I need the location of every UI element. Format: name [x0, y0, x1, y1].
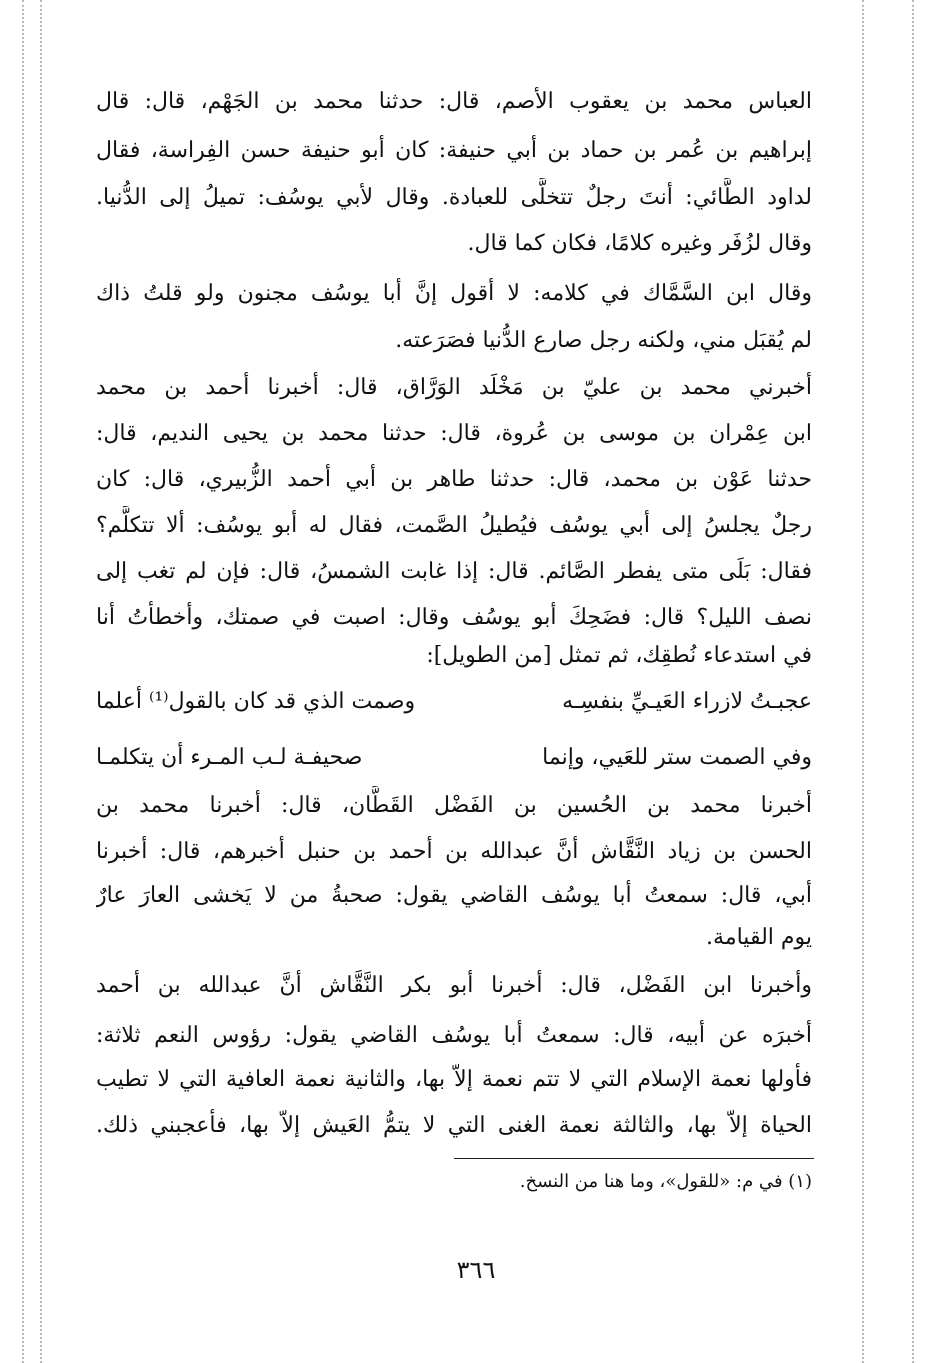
text-line: أخبرَه عن أبيه، قال: سمعتُ أبا يوسُف القاضي يقول: رؤوس النعم ثلاثة: [96, 1023, 812, 1048]
scan-edge-dots [40, 0, 42, 1363]
footnote-separator [454, 1158, 814, 1159]
text-line: وقال ابن السَّمَّاك في كلامه: لا أقول إنَّ أبا يوسُف مجنون ولو قلتُ ذاك [96, 281, 812, 306]
text-line: الحسن بن زياد النَّقَّاش أنَّ عبدالله بن أحمد بن حنبل أخبرهم، قال: أخبرنا [96, 839, 812, 864]
text-line: نصف الليل؟ قال: فضَحِكَ أبو يوسُف وقال: اصبت في صمتك، وأخطأتُ أنا [96, 605, 812, 630]
main-text [96, 0, 812, 1150]
footnote: (١) في م: «للقول»، وما هنا من النسخ. [519, 1171, 812, 1192]
page-number: ٣٦٦ [456, 1256, 496, 1284]
verse-hemistich: وفي الصمت ستر للعَيي، وإنما [542, 745, 812, 770]
text-line: لم يُقبَل مني، ولكنه رجل صارع الدُّنيا فصَرَعته. [395, 328, 812, 353]
text-line: ابن عِمْران بن موسى بن عُروة، قال: حدثنا محمد بن يحيى النديم، قال: [96, 421, 812, 446]
text-line: إبراهيم بن عُمر بن حماد بن أبي حنيفة: كان أبو حنيفة حسن الفِراسة، فقال [96, 138, 812, 163]
scan-edge-dots [22, 0, 24, 1363]
verse-hemistich: صحيفـة لـب المـرء أن يتكلمـا [96, 745, 363, 770]
poem-verse [96, 738, 812, 778]
text-line: فأولها نعمة الإسلام التي لا تتم نعمة إلاّ بها، والثانية نعمة العافية التي لا تطيب [96, 1067, 812, 1092]
scan-edge-dots [862, 0, 864, 1363]
text-line: يوم القيامة. [706, 925, 812, 950]
text-line: أخبرني محمد بن عليّ بن مَخْلَد الوَرَّاق، قال: أخبرنا أحمد بن محمد [96, 375, 812, 400]
text-line: في استدعاء نُطقِك، ثم تمثل [من الطويل]: [426, 643, 812, 668]
scan-edge-dots [912, 0, 914, 1363]
text-line: وقال لزُفَر وغيره كلامًا، فكان كما قال. [467, 231, 812, 256]
text-line: حدثنا عَوْن بن محمد، قال: حدثنا طاهر بن أبي أحمد الزُّبيري، قال: كان [96, 467, 812, 492]
text-line: الحياة إلاّ بها، والثالثة نعمة الغنى التي لا يتمُّ العَيش إلاّ بها، فأعجبني ذلك. [96, 1113, 812, 1138]
poem-verse [96, 682, 812, 722]
text-line: لداود الطَّائي: أنتَ رجلٌ تتخلَّى للعبادة. وقال لأبي يوسُف: تميلُ إلى الدُّنيا. [96, 185, 812, 210]
verse-hemistich: وصمت الذي قد كان بالقول⁽¹⁾ أعلما [96, 689, 416, 714]
text-line: وأخبرنا ابن الفَضْل، قال: أخبرنا أبو بكر النَّقَّاش أنَّ عبدالله بن أحمد [96, 973, 812, 998]
text-line: العباس محمد بن يعقوب الأصم، قال: حدثنا محمد بن الجَهْم، قال: قال [96, 89, 812, 114]
verse-hemistich: عجبـتُ لازراء العَيـيِّ بنفسِـه [562, 689, 812, 714]
text-line: فقال: بَلَى متى يفطر الصَّائم. قال: إذا غابت الشمسُ، قال: فإن لم تغب إلى [96, 559, 812, 584]
text-line: أخبرنا محمد بن الحُسين بن الفَضْل القَطَّان، قال: أخبرنا محمد بن [96, 793, 812, 818]
text-line: رجلٌ يجلسُ إلى أبي يوسُف فيُطيلُ الصَّمت، فقال له أبو يوسُف: ألا تتكلَّم؟ [96, 513, 812, 538]
text-line: أبي، قال: سمعتُ أبا يوسُف القاضي يقول: صحبةُ من لا يَخشى العارَ عارٌ [96, 883, 812, 908]
